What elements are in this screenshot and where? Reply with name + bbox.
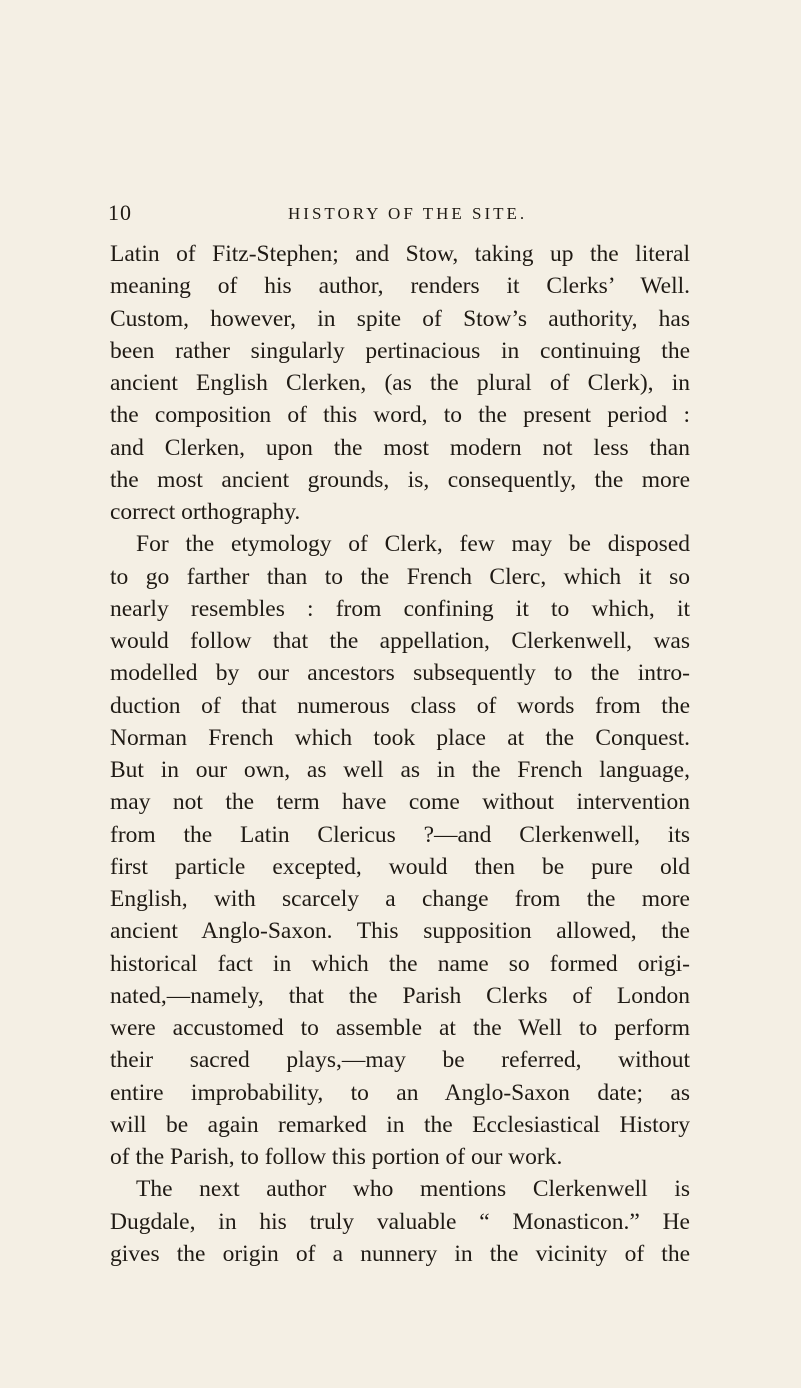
- text-line: gives the origin of a nunnery in the vicinity of the: [110, 1240, 690, 1267]
- text-line: For the etymology of Clerk, few may be disposed: [136, 531, 690, 558]
- text-line: nearly resembles : from confining it to which, it: [110, 595, 690, 622]
- text-line: the composition of this word, to the present period :: [110, 402, 690, 429]
- text-line: of the Parish, to follow this portion of our work.: [110, 1144, 563, 1170]
- text-line: the most ancient grounds, is, consequently, the more: [110, 466, 690, 493]
- page-header: [108, 200, 691, 230]
- text-line: to go farther than to the French Clerc, which it so: [110, 563, 690, 590]
- text-line: Dugdale, in his truly valuable “ Monasticon.” He: [110, 1208, 690, 1235]
- text-line: historical fact in which the name so formed origi-: [110, 950, 690, 977]
- text-line: English, with scarcely a change from the more: [110, 886, 690, 912]
- text-line: first particle excepted, would then be pure old: [110, 853, 690, 880]
- text-line: modelled by our ancestors subsequently to the intro-: [110, 660, 690, 687]
- text-line: But in our own, as well as in the French language,: [110, 757, 690, 783]
- text-line: entire improbability, to an Anglo-Saxon date; as: [110, 1079, 690, 1106]
- text-line: ancient English Clerken, (as the plural of Clerk), in: [110, 370, 690, 396]
- text-line: ancient Anglo-Saxon. This supposition allowed, the: [110, 918, 690, 945]
- text-line: were accustomed to assemble at the Well to perform: [110, 1015, 690, 1041]
- running-title: HISTORY OF THE SITE.: [288, 204, 528, 223]
- text-line: meaning of his author, renders it Clerks’ Well.: [110, 273, 690, 300]
- text-line: Latin of Fitz-Stephen; and Stow, taking up the literal: [110, 241, 690, 267]
- text-line: their sacred plays,—may be referred, without: [110, 1047, 690, 1074]
- text-line: from the Latin Clericus ?—and Clerkenwell, its: [110, 821, 690, 848]
- text-line: Custom, however, in spite of Stow’s authority, has: [110, 305, 690, 332]
- text-line: would follow that the appellation, Clerkenwell, was: [110, 628, 690, 654]
- text-line: Norman French which took place at the Conquest.: [110, 724, 690, 751]
- text-line: The next author who mentions Clerkenwell is: [136, 1176, 690, 1203]
- text-line: will be again remarked in the Ecclesiastical History: [110, 1111, 690, 1138]
- text-line: may not the term have come without intervention: [110, 789, 690, 816]
- text-line: correct orthography.: [110, 499, 301, 525]
- page-number: 10: [108, 200, 132, 225]
- body-text: [110, 238, 690, 1270]
- text-line: nated,—namely, that the Parish Clerks of London: [110, 982, 690, 1009]
- text-line: been rather singularly pertinacious in continuing the: [110, 337, 690, 364]
- text-line: and Clerken, upon the most modern not less than: [110, 434, 690, 461]
- text-line: duction of that numerous class of words from the: [110, 692, 690, 719]
